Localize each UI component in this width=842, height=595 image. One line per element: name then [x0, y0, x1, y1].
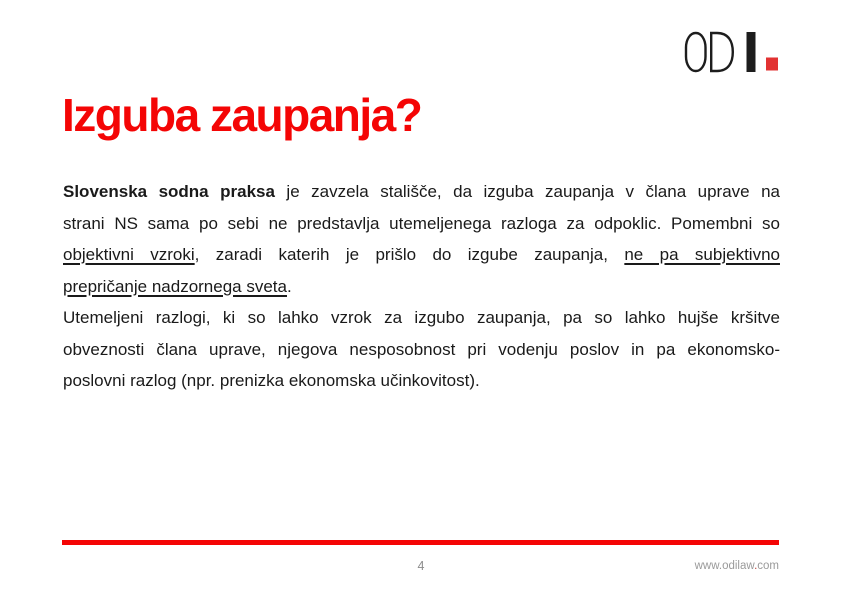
- text-run: strani NS sama po sebi ne predstavlja utemeljenega razloga za odpoklic. Pomembni so: [63, 213, 780, 233]
- footer-divider-line: [62, 540, 779, 545]
- body-line-1: [63, 176, 780, 208]
- logo-red-square: [766, 58, 778, 71]
- odi-logo-icon: [683, 30, 779, 74]
- text-run: je zavzela stališče, da izguba zaupanja v člana uprave na: [274, 182, 780, 201]
- body-line-6: [63, 334, 780, 366]
- body-line-4: [63, 271, 780, 303]
- website-prefix: www.odilaw: [694, 560, 755, 572]
- text-run: , zaradi katerih je prišlo do izgube zaupanja,: [194, 245, 625, 264]
- text-run: .: [286, 276, 292, 296]
- body-line-5: [63, 302, 780, 334]
- text-run: poslovni razlog (npr. prenizka ekonomska učinkovitost).: [63, 371, 480, 390]
- slide-title: Izguba zaupanja?: [62, 89, 422, 141]
- text-run: Slovenska sodna praksa: [63, 182, 275, 201]
- body-line-2: [63, 208, 780, 240]
- website-red-dot: .: [754, 560, 758, 572]
- body-line-3: [63, 239, 780, 271]
- body-line-7: [63, 365, 780, 397]
- logo-letter-i: [747, 32, 756, 72]
- text-run: Utemeljeni razlogi, ki so lahko vzrok za izgubo zaupanja, pa so lahko hujše kršitve: [63, 308, 780, 327]
- text-run: obveznosti člana uprave, njegova nesposobnost pri vodenju poslov in pa ekonomsko-: [63, 339, 780, 359]
- body-text: [63, 176, 780, 397]
- page-number: 4: [417, 559, 425, 573]
- logo-letter-o: [686, 33, 706, 71]
- website-suffix: com: [757, 560, 779, 572]
- text-run: ne pa subjektivno: [624, 245, 780, 264]
- text-run: prepričanje nadzornega sveta: [63, 276, 287, 296]
- text-run: objektivni vzroki: [63, 245, 195, 264]
- website-url: [695, 560, 779, 572]
- logo-letter-d: [711, 33, 733, 71]
